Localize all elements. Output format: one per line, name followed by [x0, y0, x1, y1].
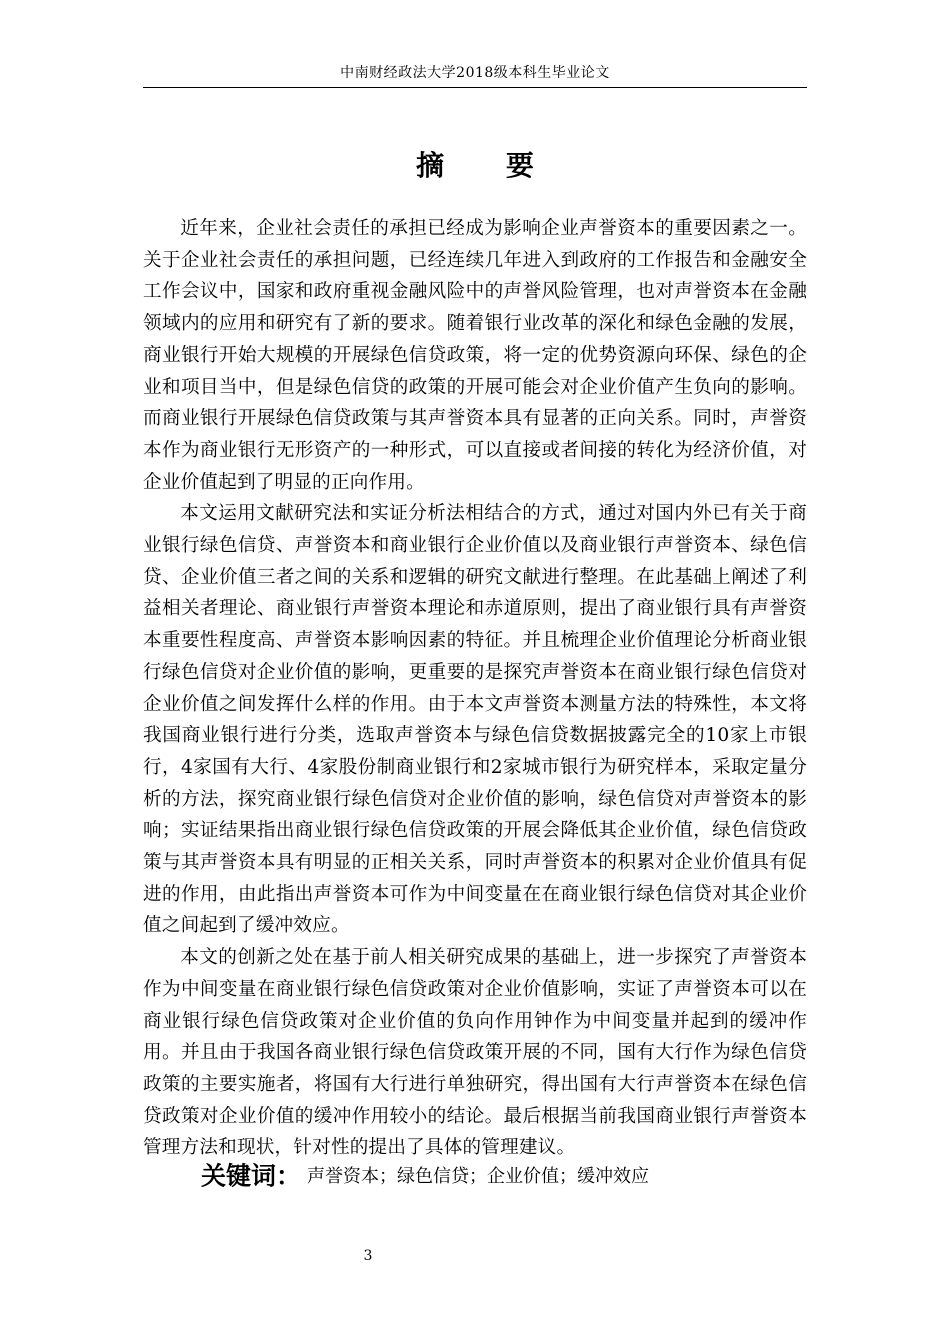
- abstract-paragraph-2: 本文运用文献研究法和实证分析法相结合的方式，通过对国内外已有关于商业银行绿色信贷、声誉资本和商业银行企业价值以及商业银行声誉资本、绿色信贷、企业价值三者之间的关系和逻辑的研究文献进行整理。在此基础上阐述了利益相关者理论、商业银行声誉资本理论和赤道原则，提出了商业银行具有声誉资本重要性程度高、声誉资本影响因素的特征。并且梳理企业价值理论分析商业银行绿色信贷对企业价值的影响，更重要的是探究声誉资本在商业银行绿色信贷对企业价值之间发挥什么样的作用。由于本文声誉资本测量方法的特殊性，本文将我国商业银行进行分类，选取声誉资本与绿色信贷数据披露完全的10家上市银行，4家国有大行、4家股份制商业银行和2家城市银行为研究样本，采取定量分析的方法，探究商业银行绿色信贷对企业价值的影响，绿色信贷对声誉资本的影响；实证结果指出商业银行绿色信贷政策的开展会降低其企业价值，绿色信贷政策与其声誉资本具有明显的正相关关系，同时声誉资本的积累对企业价值具有促进的作用，由此指出声誉资本可作为中间变量在在商业银行绿色信贷对其企业价值之间起到了缓冲效应。: [143, 503, 807, 937]
- keywords-text: 声誉资本；绿色信贷；企业价值；缓冲效应: [307, 1165, 650, 1187]
- page-number: 3: [363, 1248, 373, 1264]
- keywords-label: 关键词：: [201, 1161, 302, 1191]
- abstract-paragraph-3: 本文的创新之处在基于前人相关研究成果的基础上，进一步探究了声誉资本作为中间变量在商业银行绿色信贷政策对企业价值影响，实证了声誉资本可以在商业银行绿色信贷政策对企业价值的负向作用钟作为中间变量并起到的缓冲作用。并且由于我国各商业银行绿色信贷政策开展的不同，国有大行作为绿色信贷政策的主要实施者，将国有大行进行单独研究，得出国有大行声誉资本在绿色信贷政策对企业价值的缓冲作用较小的结论。最后根据当前我国商业银行声誉资本管理方法和现状，针对性的提出了具体的管理建议。: [143, 947, 807, 1159]
- running-header: 中南财经政法大学2018级本科生毕业论文: [340, 65, 610, 81]
- abstract-title: 摘 要: [416, 149, 560, 182]
- abstract-body: [143, 213, 807, 1164]
- keywords-line: [201, 1156, 807, 1197]
- abstract-paragraph-1: 近年来，企业社会责任的承担已经成为影响企业声誉资本的重要因素之一。关于企业社会责任的承担问题，已经连续几年进入到政府的工作报告和金融安全工作会议中，国家和政府重视金融风险中的声誉风险管理，也对声誉资本在金融领域内的应用和研究有了新的要求。随着银行业改革的深化和绿色金融的发展，商业银行开始大规模的开展绿色信贷政策，将一定的优势资源向环保、绿色的企业和项目当中，但是绿色信贷的政策的开展可能会对企业价值产生负向的影响。而商业银行开展绿色信贷政策与其声誉资本具有显著的正向关系。同时，声誉资本作为商业银行无形资产的一种形式，可以直接或者间接的转化为经济价值，对企业价值起到了明显的正向作用。: [143, 218, 807, 493]
- header-rule: [143, 87, 807, 88]
